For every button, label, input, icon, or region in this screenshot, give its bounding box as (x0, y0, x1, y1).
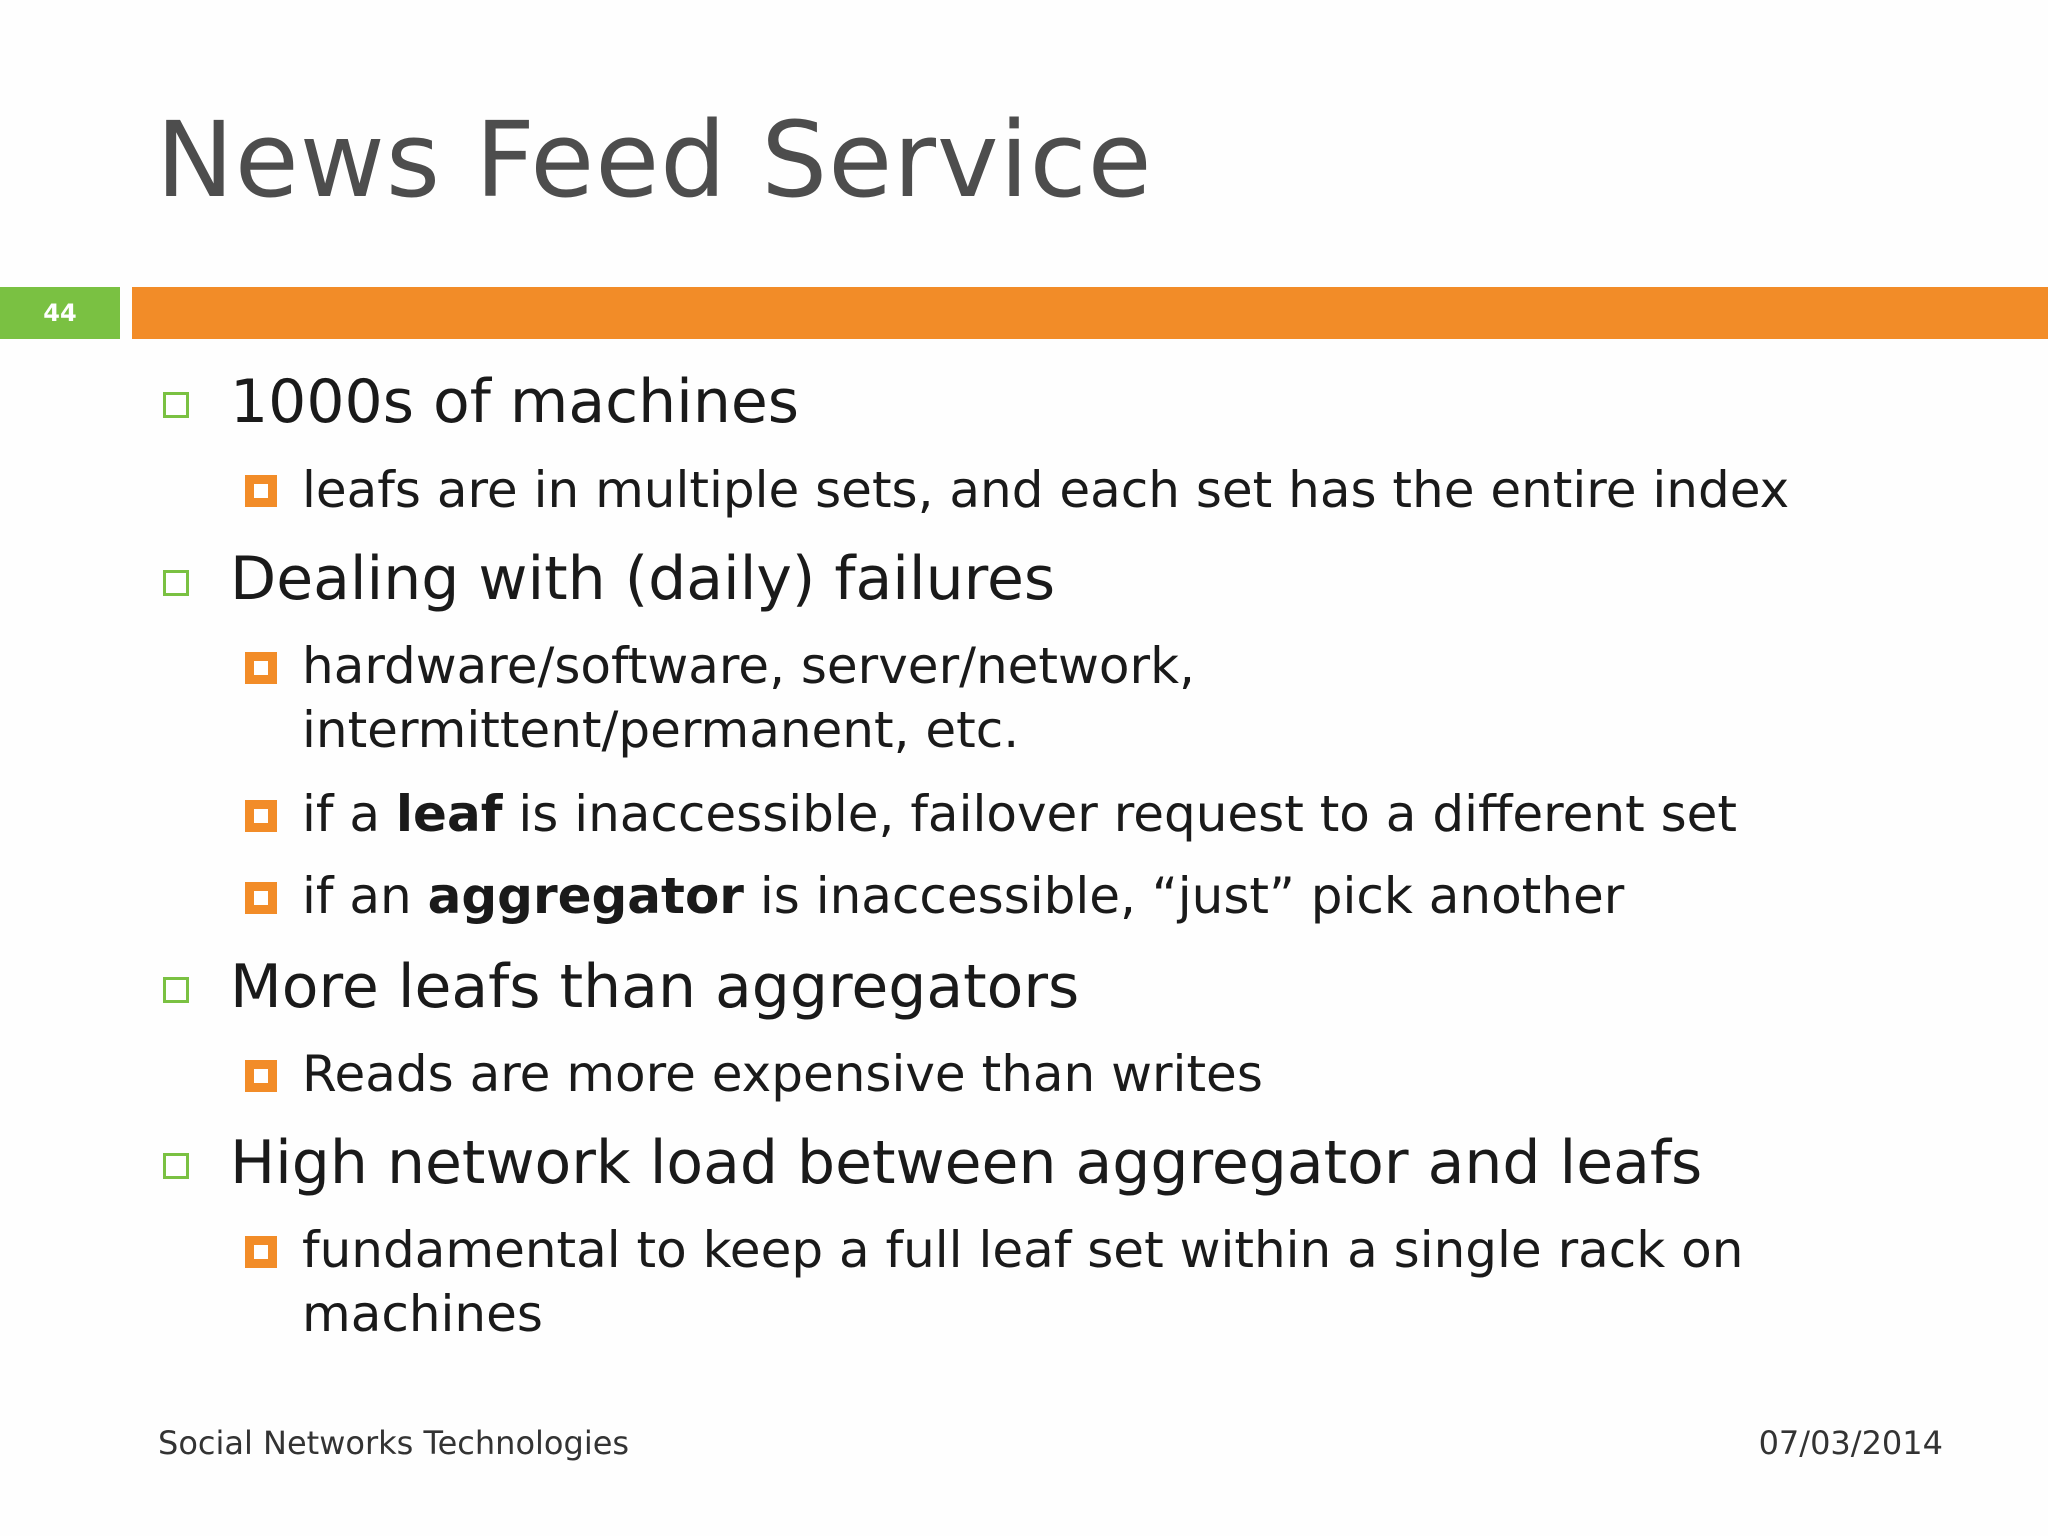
slide-title: News Feed Service (156, 99, 1153, 221)
footer-date: 07/03/2014 (1758, 1424, 1943, 1462)
hollow-square-bullet-icon (163, 392, 189, 418)
bullet-level1: Dealing with (daily) failures (230, 544, 1056, 614)
bullet-line: machines (302, 1285, 543, 1343)
bullet-text: is inaccessible, failover request to a different set (502, 785, 1737, 843)
hollow-square-bullet-icon (163, 1153, 189, 1179)
filled-square-bullet-icon (245, 882, 277, 914)
bullet-level2: Reads are more expensive than writes (302, 1045, 1263, 1103)
bullet-level2: leafs are in multiple sets, and each set has the entire index (302, 461, 1790, 519)
filled-square-bullet-icon (245, 1236, 277, 1268)
bullet-bold-term: aggregator (427, 867, 744, 925)
filled-square-bullet-icon (245, 652, 277, 684)
bullet-bold-term: leaf (395, 785, 503, 843)
title-divider-bar (132, 287, 2048, 339)
bullet-line: hardware/software, server/network, (302, 637, 1195, 695)
filled-square-bullet-icon (245, 800, 277, 832)
hollow-square-bullet-icon (163, 570, 189, 596)
filled-square-bullet-icon (245, 1060, 277, 1092)
bullet-level1: High network load between aggregator and leafs (230, 1128, 1703, 1198)
bullet-line: fundamental to keep a full leaf set within a single rack on (302, 1221, 1744, 1279)
bullet-text: if a (302, 785, 396, 843)
bullet-level1: 1000s of machines (230, 367, 800, 437)
bullet-text: is inaccessible, “just” pick another (743, 867, 1625, 925)
slide-number: 44 (0, 287, 120, 339)
bullet-level2 (302, 864, 1624, 928)
bullet-level2 (302, 634, 1195, 762)
bullet-level2 (302, 1218, 1743, 1346)
hollow-square-bullet-icon (163, 977, 189, 1003)
bullet-text: if an (302, 867, 428, 925)
bullet-line: intermittent/permanent, etc. (302, 701, 1020, 759)
filled-square-bullet-icon (245, 475, 277, 507)
bullet-level2 (302, 782, 1737, 846)
bullet-level1: More leafs than aggregators (230, 952, 1080, 1022)
footer-course-title: Social Networks Technologies (158, 1424, 630, 1462)
